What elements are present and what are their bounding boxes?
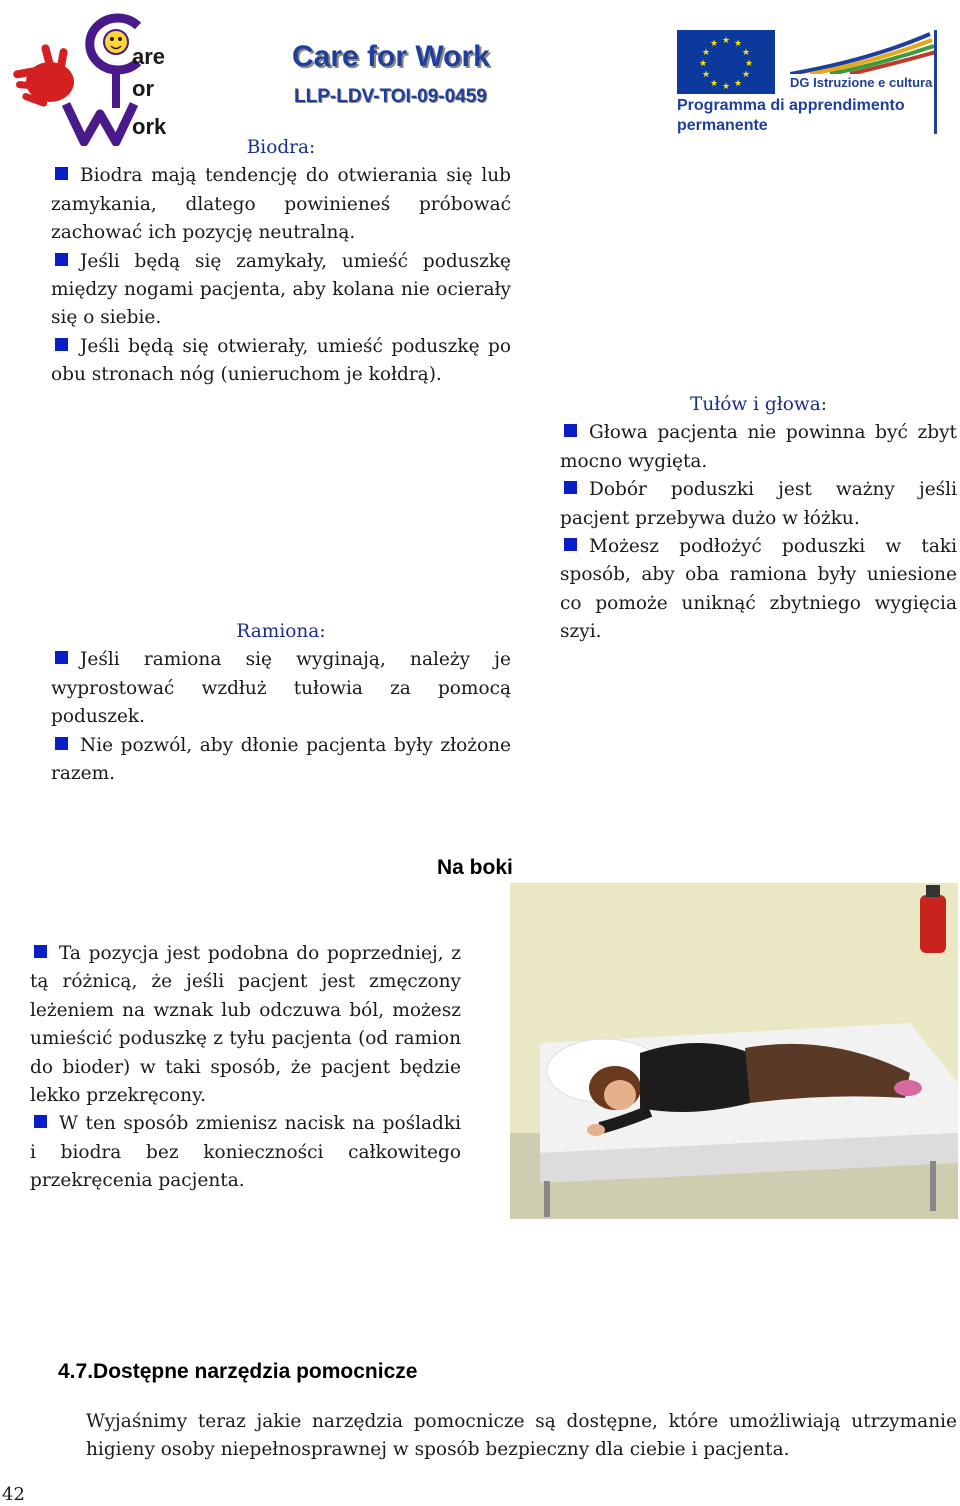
bullet-icon xyxy=(55,253,68,266)
programme-label: Programma di apprendimento permanente xyxy=(677,97,905,134)
dg-label: DG Istruzione e cultura xyxy=(790,75,933,90)
ramiona-heading: Ramiona: xyxy=(236,621,326,642)
tulow-item-1: Głowa pacjenta nie powinna być zbyt mocno wygięta. xyxy=(560,422,957,472)
svg-text:★: ★ xyxy=(733,79,743,89)
svg-text:★: ★ xyxy=(744,59,754,69)
section-biodra xyxy=(51,134,511,390)
tulow-item-3: Możesz podłożyć poduszki w taki sposób, aby oba ramiona były uniesione co pomoże uniknąć zbytniego wygięcia szyi. xyxy=(560,536,957,643)
bullet-icon xyxy=(55,338,68,351)
svg-text:★: ★ xyxy=(709,79,719,89)
svg-text:★: ★ xyxy=(701,70,711,80)
ramiona-item-2: Nie pozwól, aby dłonie pacjenta były złożone razem. xyxy=(51,734,511,785)
tulow-item-2: Dobór poduszki jest ważny jeśli pacjent przebywa dużo w łóżku. xyxy=(560,479,957,529)
page-number: 42 xyxy=(2,1484,25,1505)
biodra-heading: Biodra: xyxy=(246,137,316,158)
biodra-item-2: Jeśli będą się zamykały, umieść poduszkę między nogami pacjenta, aby kolana nie ocierały się o siebie. xyxy=(51,250,511,329)
svg-text:★: ★ xyxy=(741,48,751,58)
logo-word-work: ork xyxy=(132,114,167,139)
bullet-icon xyxy=(34,945,47,958)
svg-text:★: ★ xyxy=(741,70,751,80)
patient-side-position-photo xyxy=(510,883,958,1219)
dg-swoosh-icon xyxy=(790,30,940,74)
section-intro-text: Wyjaśnimy teraz jakie narzędzia pomocnicze są dostępne, które umożliwiają utrzymanie higieny osoby niepełnosprawnej w sposób bezpieczny dla ciebie i pacjenta. xyxy=(86,1411,957,1461)
na-boki-item-1: Ta pozycja jest podobna do poprzedniej, z tą różnicą, że jeśli pacjent jest zmęczony leżeniem na wznak lub odczuwa ból, możesz umieścić poduszkę z tyłu pacjenta (od ramion do bioder) w taki sposób, że pacjent będzie lekko przekręcony. xyxy=(30,943,461,1107)
project-code: LLP-LDV-TOI-09-0459 xyxy=(294,86,487,107)
section-tulow xyxy=(560,391,957,647)
logo-word-for: or xyxy=(132,76,154,101)
eu-flag-icon xyxy=(677,30,775,94)
svg-text:★: ★ xyxy=(733,39,743,49)
section-na-boki xyxy=(30,940,461,1196)
tulow-heading: Tułów i głowa: xyxy=(690,394,827,415)
bullet-icon xyxy=(564,424,577,437)
svg-text:★: ★ xyxy=(701,48,711,58)
svg-text:★: ★ xyxy=(721,82,731,92)
bullet-icon xyxy=(564,481,577,494)
biodra-item-1: Biodra mają tendencję do otwierania się lub zamykania, dlatego powinieneś próbować zachować ich pozycję neutralną. xyxy=(51,165,511,244)
svg-text:★: ★ xyxy=(709,39,719,49)
care-for-work-logo xyxy=(8,4,208,146)
bullet-icon xyxy=(55,167,68,180)
ramiona-item-1: Jeśli ramiona się wyginają, należy je wyprostować wzdłuż tułowia za pomocą poduszek. xyxy=(51,649,511,728)
bullet-icon xyxy=(34,1115,47,1128)
bullet-icon xyxy=(564,538,577,551)
header-title: Care for Work xyxy=(292,40,490,73)
section-title-text: Dostępne narzędzia pomocnicze xyxy=(93,1360,418,1383)
section-number: 4.7. xyxy=(58,1360,94,1383)
section-4-7-title xyxy=(58,1360,417,1384)
bullet-icon xyxy=(55,651,68,664)
svg-text:★: ★ xyxy=(721,36,731,46)
section-4-7-intro xyxy=(86,1408,957,1465)
bullet-icon xyxy=(55,737,68,750)
section-ramiona xyxy=(51,618,511,788)
na-boki-heading: Na boki xyxy=(437,856,513,879)
biodra-item-3: Jeśli będą się otwierały, umieść poduszkę po obu stronach nóg (unieruchom je kołdrą). xyxy=(51,335,511,386)
svg-text:★: ★ xyxy=(698,59,708,69)
na-boki-item-2: W ten sposób zmienisz nacisk na pośladki i biodra bez konieczności całkowitego przekręcenia pacjenta. xyxy=(30,1113,461,1192)
logo-word-care: are xyxy=(132,44,166,69)
